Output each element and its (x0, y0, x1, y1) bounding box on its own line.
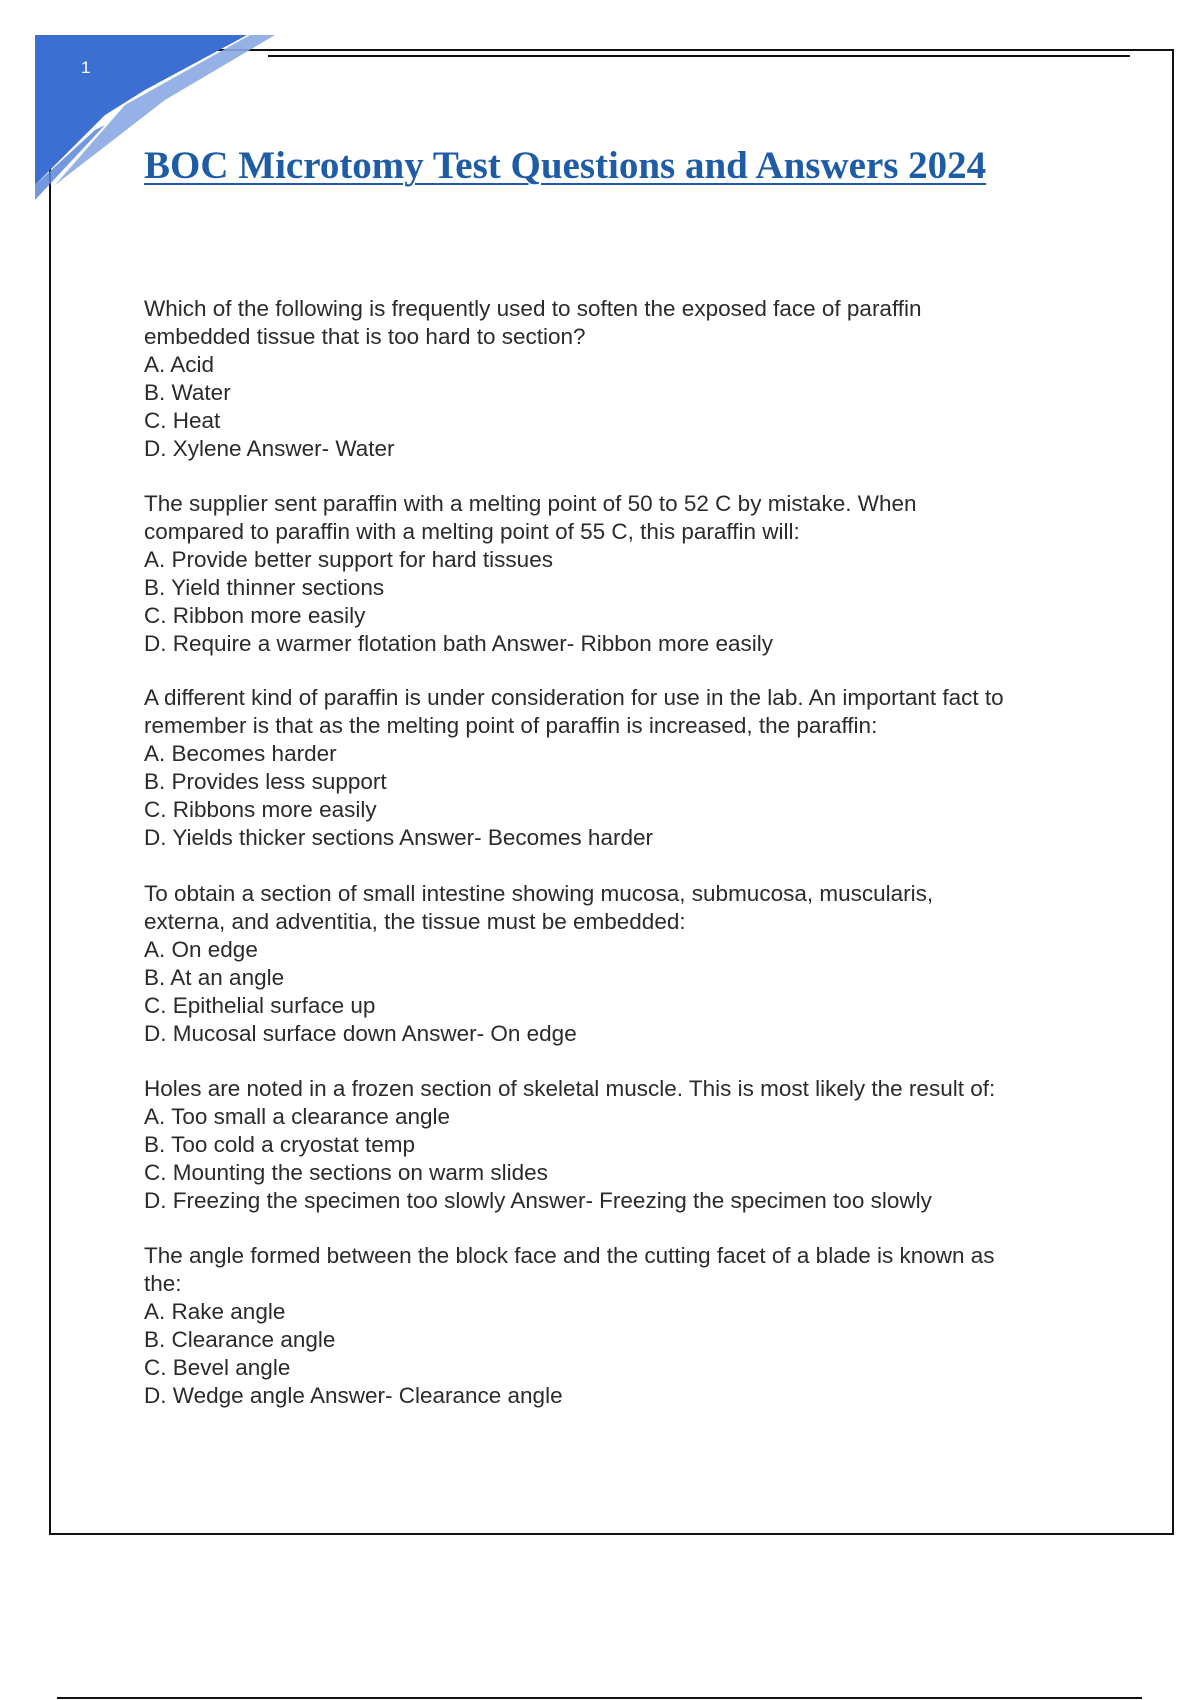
option-line: C. Ribbon more easily (144, 603, 366, 628)
option-line: B. Water (144, 380, 231, 405)
question-block-6 (144, 1242, 1074, 1410)
option-answer-line: D. Require a warmer flotation bath Answer- Ribbon more easily (144, 631, 774, 656)
question-line: Which of the following is frequently used to soften the exposed face of paraffin (144, 296, 922, 321)
option-line: C. Heat (144, 408, 221, 433)
option-answer-line: D. Mucosal surface down Answer- On edge (144, 1021, 577, 1046)
footer-rule (57, 1697, 1142, 1699)
question-line: embedded tissue that is too hard to section? (144, 324, 586, 349)
question-line: externa, and adventitia, the tissue must be embedded: (144, 909, 686, 934)
option-line: A. Acid (144, 352, 215, 377)
option-line: C. Mounting the sections on warm slides (144, 1160, 548, 1185)
option-line: A. Rake angle (144, 1299, 286, 1324)
option-line: C. Epithelial surface up (144, 993, 376, 1018)
header-rule (268, 55, 1130, 57)
question-line: the: (144, 1271, 182, 1296)
question-line: remember is that as the melting point of paraffin is increased, the paraffin: (144, 713, 878, 738)
question-block-5 (144, 1075, 1074, 1215)
question-block-4 (144, 880, 1074, 1048)
question-block-1 (144, 295, 1074, 463)
option-line: A. Provide better support for hard tissues (144, 547, 553, 572)
question-line: The supplier sent paraffin with a melting point of 50 to 52 C by mistake. When (144, 491, 917, 516)
document-title: BOC Microtomy Test Questions and Answers 2024 (144, 144, 987, 187)
option-line: B. At an angle (144, 965, 285, 990)
question-line: The angle formed between the block face and the cutting facet of a blade is known as (144, 1243, 995, 1268)
page-number: 1 (81, 58, 91, 77)
option-answer-line: D. Freezing the specimen too slowly Answer- Freezing the specimen too slowly (144, 1188, 932, 1213)
option-line: A. Becomes harder (144, 741, 337, 766)
option-answer-line: D. Yields thicker sections Answer- Becomes harder (144, 825, 653, 850)
question-line: To obtain a section of small intestine showing mucosa, submucosa, muscularis, (144, 881, 934, 906)
option-line: C. Ribbons more easily (144, 797, 377, 822)
option-answer-line: D. Xylene Answer- Water (144, 436, 395, 461)
option-line: A. On edge (144, 937, 258, 962)
option-line: B. Clearance angle (144, 1327, 336, 1352)
question-block-2 (144, 490, 1074, 658)
question-line: compared to paraffin with a melting point of 55 C, this paraffin will: (144, 519, 800, 544)
question-line: A different kind of paraffin is under consideration for use in the lab. An important fact to (144, 685, 1004, 710)
option-line: B. Yield thinner sections (144, 575, 385, 600)
option-line: B. Too cold a cryostat temp (144, 1132, 415, 1157)
question-line: Holes are noted in a frozen section of skeletal muscle. This is most likely the result of: (144, 1076, 996, 1101)
option-answer-line: D. Wedge angle Answer- Clearance angle (144, 1383, 563, 1408)
option-line: A. Too small a clearance angle (144, 1104, 451, 1129)
option-line: C. Bevel angle (144, 1355, 291, 1380)
option-line: B. Provides less support (144, 769, 387, 794)
question-block-3 (144, 684, 1074, 852)
